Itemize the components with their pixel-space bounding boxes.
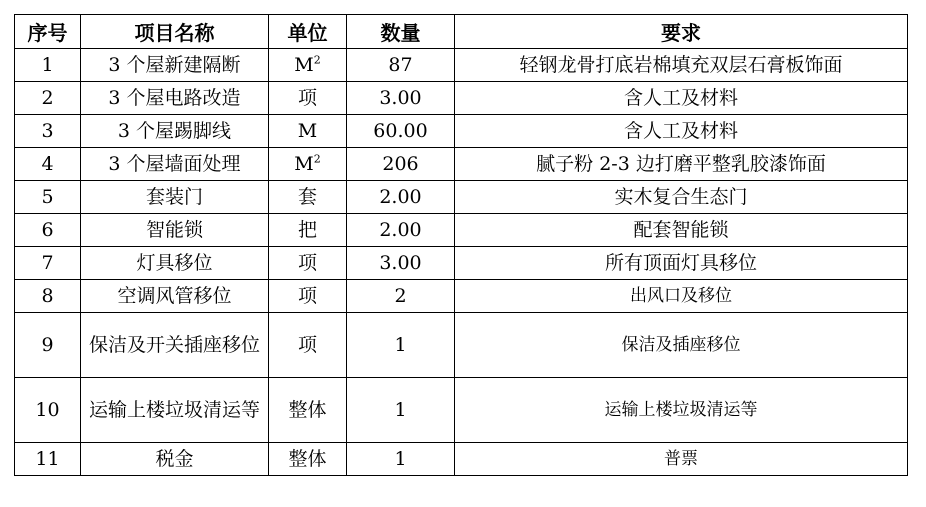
- row-no: 3: [15, 115, 81, 148]
- table-row: [15, 378, 908, 443]
- table-row: [15, 181, 908, 214]
- row-name: 运输上楼垃圾清运等: [81, 378, 269, 443]
- unit-text: 项: [297, 87, 317, 109]
- unit-text: 套: [297, 186, 317, 208]
- unit-text: 项: [297, 252, 317, 274]
- unit-superscript: 2: [313, 152, 321, 166]
- row-qty: 206: [347, 148, 455, 181]
- row-requirement: 实木复合生态门: [455, 181, 908, 214]
- table-row: [15, 247, 908, 280]
- row-qty: 3.00: [347, 82, 455, 115]
- row-name: 3 个屋墙面处理: [81, 148, 269, 181]
- unit-superscript: 2: [313, 53, 321, 67]
- row-unit: [269, 378, 347, 443]
- row-qty: 60.00: [347, 115, 455, 148]
- row-no: 8: [15, 280, 81, 313]
- row-requirement: 保洁及插座移位: [455, 313, 908, 378]
- table-row: [15, 82, 908, 115]
- quotation-table: [14, 14, 908, 476]
- header-requirement: 要求: [455, 15, 908, 49]
- row-name: 智能锁: [81, 214, 269, 247]
- table-row: [15, 115, 908, 148]
- table-row: [15, 313, 908, 378]
- row-unit: [269, 82, 347, 115]
- row-requirement: 腻子粉 2-3 边打磨平整乳胶漆饰面: [455, 148, 908, 181]
- row-qty: 2: [347, 280, 455, 313]
- header-qty: 数量: [347, 15, 455, 49]
- row-name: 套装门: [81, 181, 269, 214]
- row-unit: [269, 443, 347, 476]
- row-unit: [269, 49, 347, 82]
- row-name: 3 个屋电路改造: [81, 82, 269, 115]
- unit-text: M: [294, 153, 314, 175]
- row-qty: 2.00: [347, 181, 455, 214]
- row-requirement: 配套智能锁: [455, 214, 908, 247]
- table-row: [15, 443, 908, 476]
- row-qty: 1: [347, 378, 455, 443]
- unit-text: 项: [297, 285, 317, 307]
- row-requirement: 运输上楼垃圾清运等: [455, 378, 908, 443]
- row-unit: [269, 148, 347, 181]
- unit-text: 整体: [288, 448, 327, 470]
- row-requirement: 含人工及材料: [455, 115, 908, 148]
- table-row: [15, 214, 908, 247]
- row-requirement: 出风口及移位: [455, 280, 908, 313]
- row-no: 2: [15, 82, 81, 115]
- row-unit: [269, 115, 347, 148]
- table-row: [15, 49, 908, 82]
- row-unit: [269, 247, 347, 280]
- row-name: 灯具移位: [81, 247, 269, 280]
- table-row: [15, 148, 908, 181]
- row-unit: [269, 181, 347, 214]
- row-name: 税金: [81, 443, 269, 476]
- row-no: 9: [15, 313, 81, 378]
- row-requirement: 普票: [455, 443, 908, 476]
- row-unit: [269, 214, 347, 247]
- row-qty: 1: [347, 313, 455, 378]
- row-name: 空调风管移位: [81, 280, 269, 313]
- row-no: 10: [15, 378, 81, 443]
- row-no: 7: [15, 247, 81, 280]
- row-no: 5: [15, 181, 81, 214]
- row-unit: [269, 280, 347, 313]
- row-requirement: 含人工及材料: [455, 82, 908, 115]
- row-name: 3 个屋踢脚线: [81, 115, 269, 148]
- row-qty: 1: [347, 443, 455, 476]
- row-no: 6: [15, 214, 81, 247]
- table-row: [15, 280, 908, 313]
- header-name: 项目名称: [81, 15, 269, 49]
- unit-text: M: [297, 120, 318, 142]
- row-requirement: 轻钢龙骨打底岩棉填充双层石膏板饰面: [455, 49, 908, 82]
- row-qty: 87: [347, 49, 455, 82]
- row-name: 保洁及开关插座移位: [81, 313, 269, 378]
- header-row: [15, 15, 908, 49]
- header-unit: 单位: [269, 15, 347, 49]
- row-no: 11: [15, 443, 81, 476]
- header-no: 序号: [15, 15, 81, 49]
- row-qty: 3.00: [347, 247, 455, 280]
- row-no: 4: [15, 148, 81, 181]
- row-no: 1: [15, 49, 81, 82]
- unit-text: M: [294, 54, 314, 76]
- row-unit: [269, 313, 347, 378]
- unit-text: 整体: [288, 399, 327, 421]
- unit-text: 项: [297, 334, 317, 356]
- row-requirement: 所有顶面灯具移位: [455, 247, 908, 280]
- row-qty: 2.00: [347, 214, 455, 247]
- row-name: 3 个屋新建隔断: [81, 49, 269, 82]
- unit-text: 把: [297, 219, 317, 241]
